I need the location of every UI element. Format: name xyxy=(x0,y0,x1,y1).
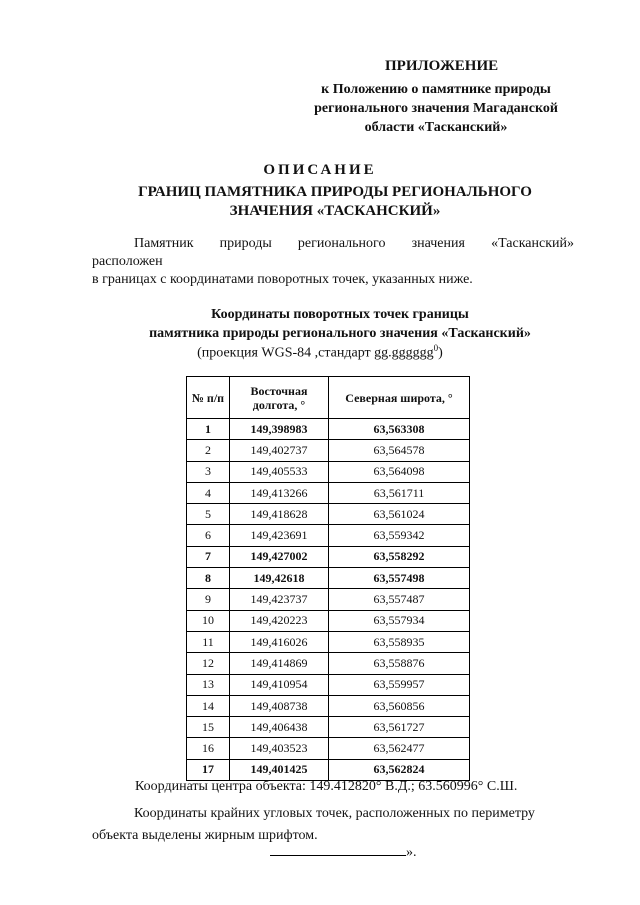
cell-longitude: 149,402737 xyxy=(230,440,329,461)
cell-longitude: 149,414869 xyxy=(230,653,329,674)
cell-number: 15 xyxy=(187,717,230,738)
cell-latitude: 63,557487 xyxy=(329,589,470,610)
table-row xyxy=(187,738,470,759)
table-row xyxy=(187,440,470,461)
table-row xyxy=(187,674,470,695)
table-row xyxy=(187,653,470,674)
column-header-longitude: Восточная долгота, ° xyxy=(230,377,329,419)
table-row xyxy=(187,717,470,738)
subheading-line: ГРАНИЦ ПАМЯТНИКА ПРИРОДЫ РЕГИОНАЛЬНОГО xyxy=(138,184,532,200)
column-header-number: № п/п xyxy=(187,377,230,419)
intro-word: Памятник xyxy=(134,236,194,251)
cell-longitude: 149,423691 xyxy=(230,525,329,546)
cell-latitude: 63,561727 xyxy=(329,717,470,738)
cell-latitude: 63,559342 xyxy=(329,525,470,546)
cell-longitude: 149,427002 xyxy=(230,546,329,567)
cell-number: 7 xyxy=(187,546,230,567)
appendix-line: регионального значения Магаданской xyxy=(314,101,558,116)
cell-number: 10 xyxy=(187,610,230,631)
intro-line-2: расположен xyxy=(92,254,163,269)
cell-number: 17 xyxy=(187,759,230,780)
table-row xyxy=(187,589,470,610)
projection-text: (проекция WGS-84 ,стандарт gg.gggggg xyxy=(197,345,434,361)
cell-latitude: 63,563308 xyxy=(329,419,470,440)
projection-note xyxy=(0,343,640,362)
cell-longitude: 149,401425 xyxy=(230,759,329,780)
cell-number: 2 xyxy=(187,440,230,461)
table-body xyxy=(187,419,470,781)
coordinates-heading-line: Координаты поворотных точек границы xyxy=(211,307,469,322)
cell-latitude: 63,557498 xyxy=(329,568,470,589)
appendix-line: к Положению о памятнике природы xyxy=(321,82,551,97)
cell-number: 5 xyxy=(187,504,230,525)
table-row xyxy=(187,504,470,525)
cell-longitude: 149,420223 xyxy=(230,610,329,631)
cell-longitude: 149,403523 xyxy=(230,738,329,759)
table-row xyxy=(187,759,470,780)
table-row xyxy=(187,525,470,546)
intro-line-1 xyxy=(92,235,574,253)
table-row xyxy=(187,482,470,503)
intro-word: природы xyxy=(219,236,272,251)
intro-word: регионального xyxy=(297,236,386,251)
cell-latitude: 63,561024 xyxy=(329,504,470,525)
cell-number: 8 xyxy=(187,568,230,589)
table-row xyxy=(187,461,470,482)
cell-number: 6 xyxy=(187,525,230,546)
center-coordinates: Координаты центра объекта: 149.412820° В.Д.; 63.560996° С.Ш. xyxy=(135,779,518,794)
cell-number: 11 xyxy=(187,631,230,652)
projection-close: ) xyxy=(438,345,443,361)
closing-quote: ». xyxy=(406,845,417,860)
coordinates-table xyxy=(186,376,470,781)
table-header-row xyxy=(187,377,470,419)
closing-line xyxy=(270,845,417,861)
table-row xyxy=(187,695,470,716)
table-row xyxy=(187,631,470,652)
cell-longitude: 149,405533 xyxy=(230,461,329,482)
column-header-latitude: Северная широта, ° xyxy=(329,377,470,419)
cell-number: 9 xyxy=(187,589,230,610)
cell-latitude: 63,562824 xyxy=(329,759,470,780)
intro-paragraph xyxy=(92,235,574,289)
description-subheading xyxy=(120,183,550,221)
intro-word: значения xyxy=(411,236,465,251)
cell-latitude: 63,557934 xyxy=(329,610,470,631)
intro-word: «Тасканский» xyxy=(491,236,574,251)
cell-latitude: 63,559957 xyxy=(329,674,470,695)
cell-number: 3 xyxy=(187,461,230,482)
cell-number: 4 xyxy=(187,482,230,503)
description-heading: ОПИСАНИЕ xyxy=(263,162,377,178)
cell-number: 16 xyxy=(187,738,230,759)
cell-latitude: 63,558876 xyxy=(329,653,470,674)
cell-latitude: 63,562477 xyxy=(329,738,470,759)
projection-degree: 0 xyxy=(433,343,439,353)
cell-longitude: 149,423737 xyxy=(230,589,329,610)
cell-longitude: 149,408738 xyxy=(230,695,329,716)
table-row xyxy=(187,568,470,589)
subheading-line: ЗНАЧЕНИЯ «ТАСКАНСКИЙ» xyxy=(229,203,441,219)
cell-latitude: 63,561711 xyxy=(329,482,470,503)
cell-latitude: 63,558935 xyxy=(329,631,470,652)
cell-number: 13 xyxy=(187,674,230,695)
coordinates-heading xyxy=(120,305,560,343)
cell-longitude: 149,398983 xyxy=(230,419,329,440)
appendix-title: ПРИЛОЖЕНИЕ xyxy=(385,58,499,74)
cell-latitude: 63,560856 xyxy=(329,695,470,716)
cell-number: 12 xyxy=(187,653,230,674)
table-row xyxy=(187,610,470,631)
cell-longitude: 149,42618 xyxy=(230,568,329,589)
cell-latitude: 63,564578 xyxy=(329,440,470,461)
cell-latitude: 63,564098 xyxy=(329,461,470,482)
cell-number: 14 xyxy=(187,695,230,716)
coordinates-heading-line: памятника природы регионального значения «Тасканский» xyxy=(149,326,531,341)
cell-longitude: 149,418628 xyxy=(230,504,329,525)
signature-line xyxy=(270,855,406,856)
cell-longitude: 149,413266 xyxy=(230,482,329,503)
cell-number: 1 xyxy=(187,419,230,440)
corner-points-note: Координаты крайних угловых точек, расположенных по периметру объекта выделены жирным шрифтом. xyxy=(92,806,535,843)
table-row xyxy=(187,546,470,567)
cell-longitude: 149,410954 xyxy=(230,674,329,695)
table-row xyxy=(187,419,470,440)
appendix-subtitle xyxy=(300,80,572,137)
cell-latitude: 63,558292 xyxy=(329,546,470,567)
cell-longitude: 149,406438 xyxy=(230,717,329,738)
intro-line-3: в границах с координатами поворотных точек, указанных ниже. xyxy=(92,272,473,287)
cell-longitude: 149,416026 xyxy=(230,631,329,652)
appendix-line: области «Тасканский» xyxy=(364,120,508,135)
